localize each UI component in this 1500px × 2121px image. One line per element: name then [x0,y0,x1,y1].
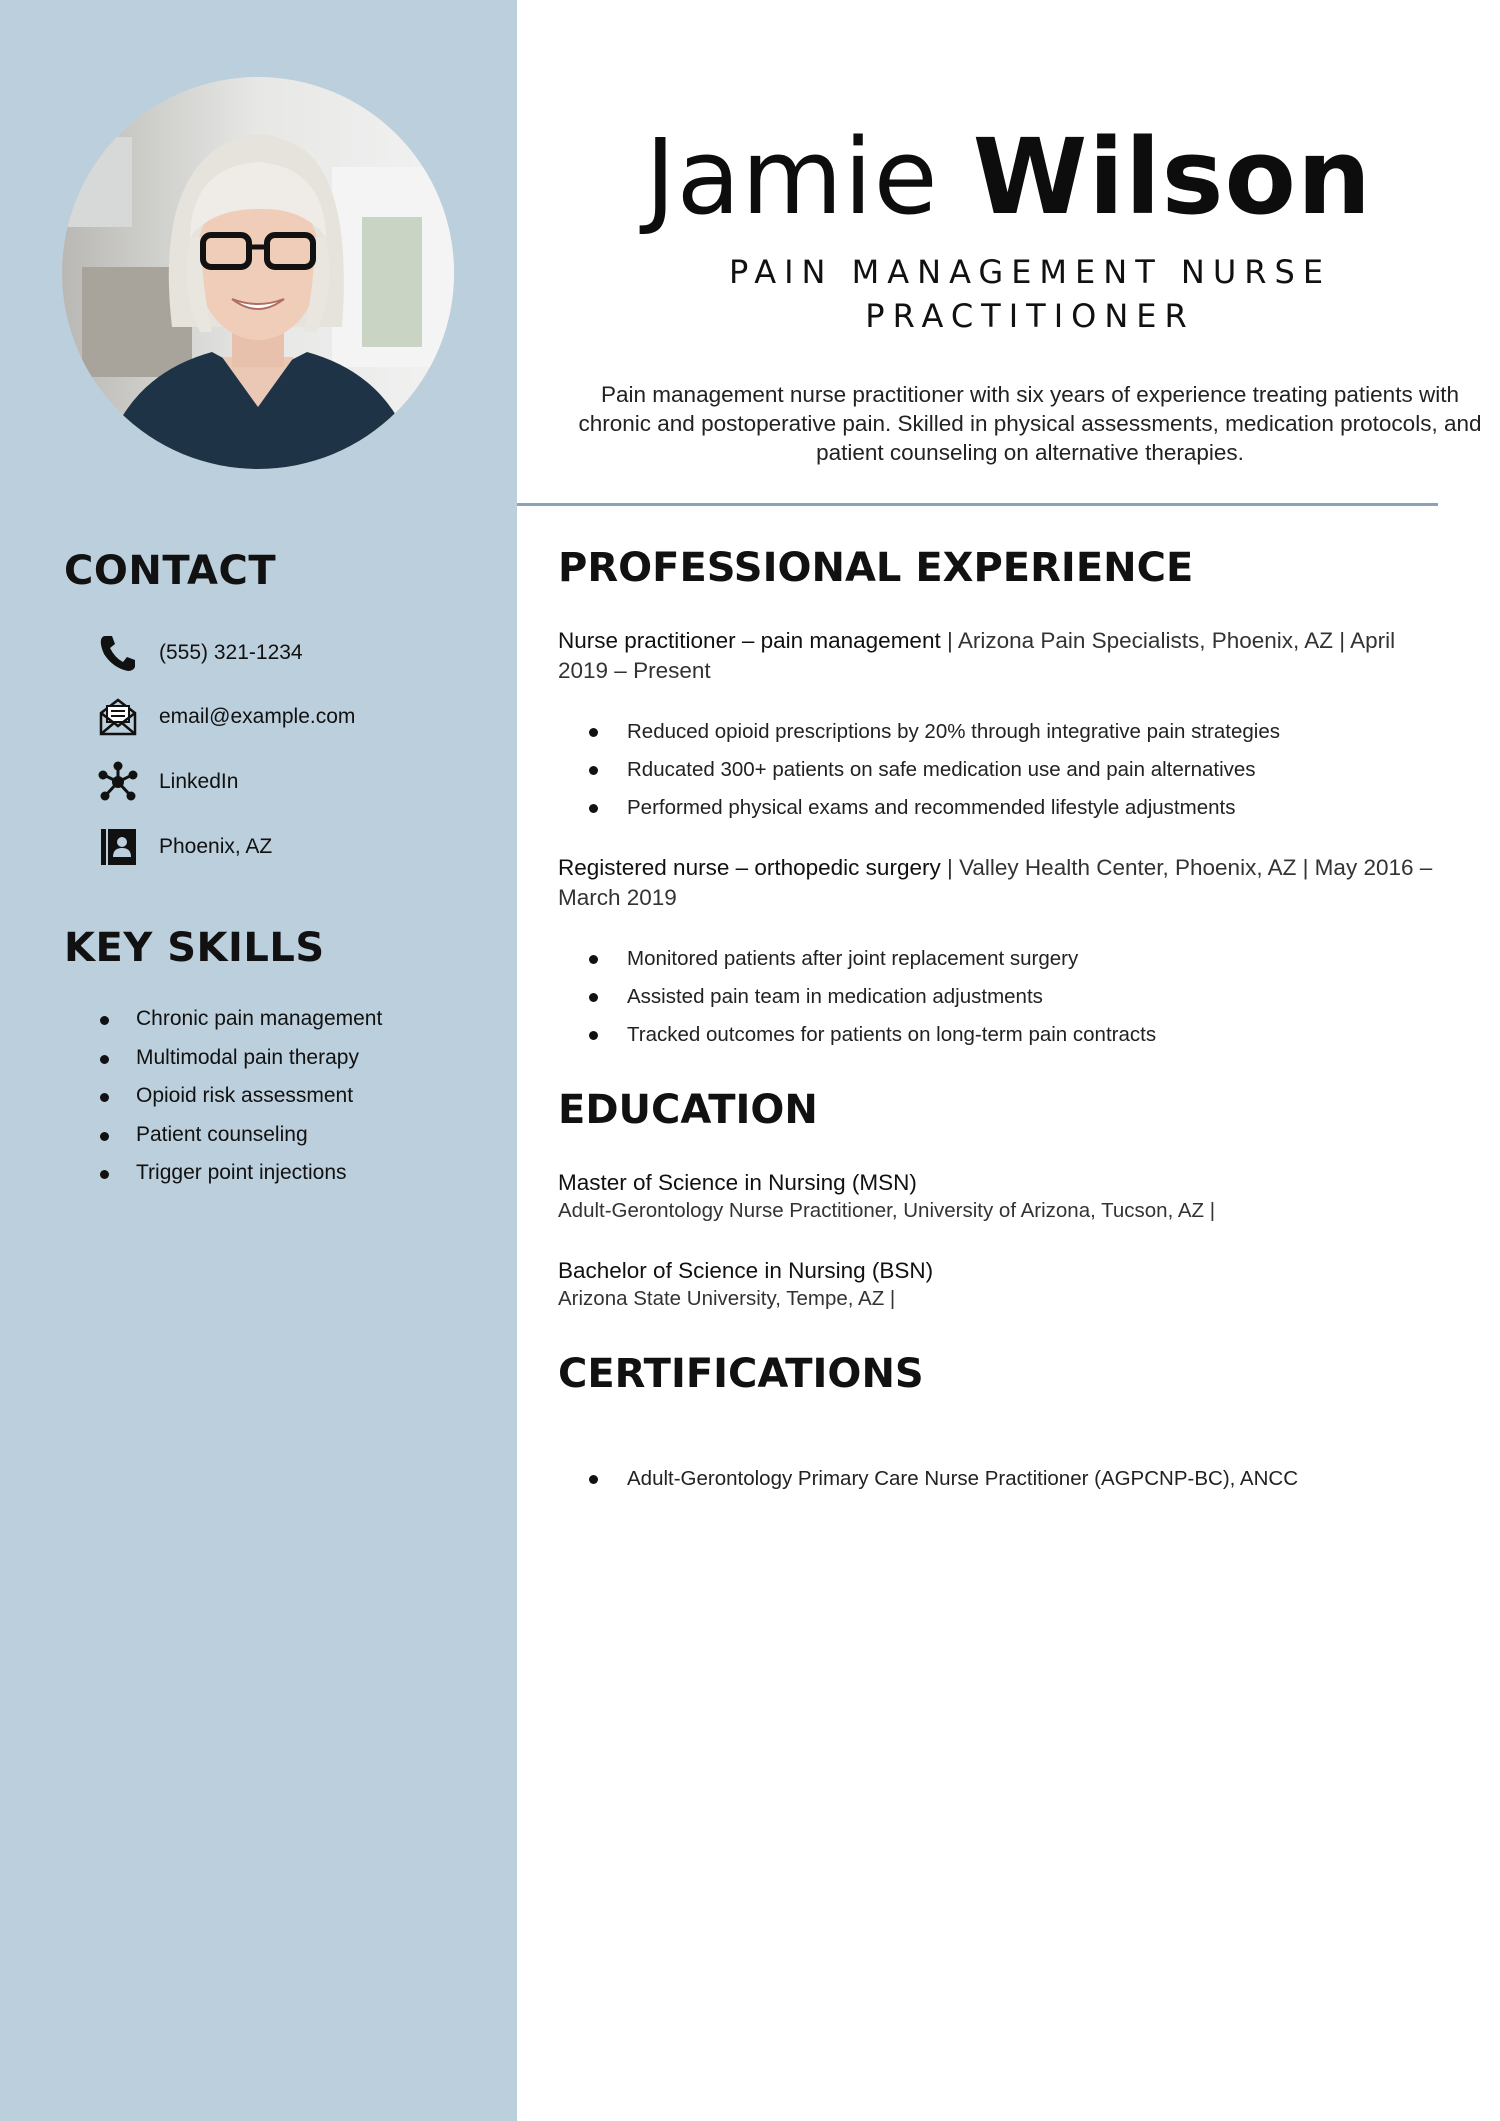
job-title: PAIN MANAGEMENT NURSE PRACTITIONER [728,253,1332,335]
job-bullet: Performed physical exams and recommended lifestyle adjustments [585,789,1280,827]
last-name: Wilson [972,116,1373,238]
degree-school: Arizona State University, Tempe, AZ | [558,1287,896,1310]
job-details: | Arizona Pain Specialists, Phoenix, AZ | April 2019 – Present [558,628,1396,683]
contact-linkedin[interactable] [95,759,238,805]
skill-item: Chronic pain management [96,1000,382,1039]
contact-linkedin-text[interactable]: LinkedIn [159,770,239,793]
experience-heading: PROFESSIONAL EXPERIENCE [558,545,1194,591]
address-book-icon [95,824,141,870]
candidate-name [517,112,1500,242]
phone-icon [95,630,141,676]
skill-item: Multimodal pain therapy [96,1039,382,1078]
network-icon [95,759,141,805]
certifications-heading: CERTIFICATIONS [558,1351,924,1397]
contact-email-text[interactable]: email@example.com [159,705,356,728]
sidebar [0,0,517,2121]
profile-summary: Pain management nurse practitioner with six years of experience treating patients with chronic and postoperative pain. Skilled in physical assessments, medication protocols, and patient counseling on alternative therapies. [578,382,1482,465]
key-skills-heading: KEY SKILLS [64,925,325,971]
job-bullet: Tracked outcomes for patients on long-term pain contracts [585,1016,1156,1054]
contact-email[interactable] [95,694,355,740]
job-bullet: Monitored patients after joint replacement surgery [585,940,1156,978]
profile-photo [62,77,454,469]
certification-item: Adult-Gerontology Primary Care Nurse Practitioner (AGPCNP-BC), ANCC [585,1460,1298,1498]
contact-phone [95,630,303,676]
contact-phone-text: (555) 321-1234 [159,641,303,664]
skill-item: Patient counseling [96,1116,382,1155]
skill-item: Opioid risk assessment [96,1077,382,1116]
job-entry-2 [558,853,1438,913]
first-name: Jamie [644,116,939,238]
job-1-bullets [585,713,1280,827]
job-2-bullets [585,940,1156,1054]
job-bullet: Reduced opioid prescriptions by 20% through integrative pain strategies [585,713,1280,751]
degree-title: Master of Science in Nursing (MSN) [558,1170,917,1195]
certifications-list [585,1460,1298,1498]
contact-location [95,824,272,870]
job-role: Registered nurse – orthopedic surgery [558,855,941,880]
degree-school: Adult-Gerontology Nurse Practitioner, University of Arizona, Tucson, AZ | [558,1199,1216,1222]
job-details: | Valley Health Center, Phoenix, AZ | May 2016 – March 2019 [558,855,1433,910]
education-item-1 [558,1168,1438,1224]
job-bullet: Rducated 300+ patients on safe medication use and pain alternatives [585,751,1280,789]
job-bullet: Assisted pain team in medication adjustments [585,978,1156,1016]
degree-title: Bachelor of Science in Nursing (BSN) [558,1258,934,1283]
profile-photo-image [62,77,454,469]
education-item-2 [558,1256,1438,1312]
job-entry-1 [558,626,1438,686]
email-icon [95,694,141,740]
key-skills-list [96,1000,382,1193]
contact-heading: CONTACT [64,548,277,594]
education-heading: EDUCATION [558,1087,818,1133]
header-divider [517,503,1438,506]
skill-item: Trigger point injections [96,1154,382,1193]
job-role: Nurse practitioner – pain management [558,628,941,653]
contact-location-text: Phoenix, AZ [159,835,273,858]
